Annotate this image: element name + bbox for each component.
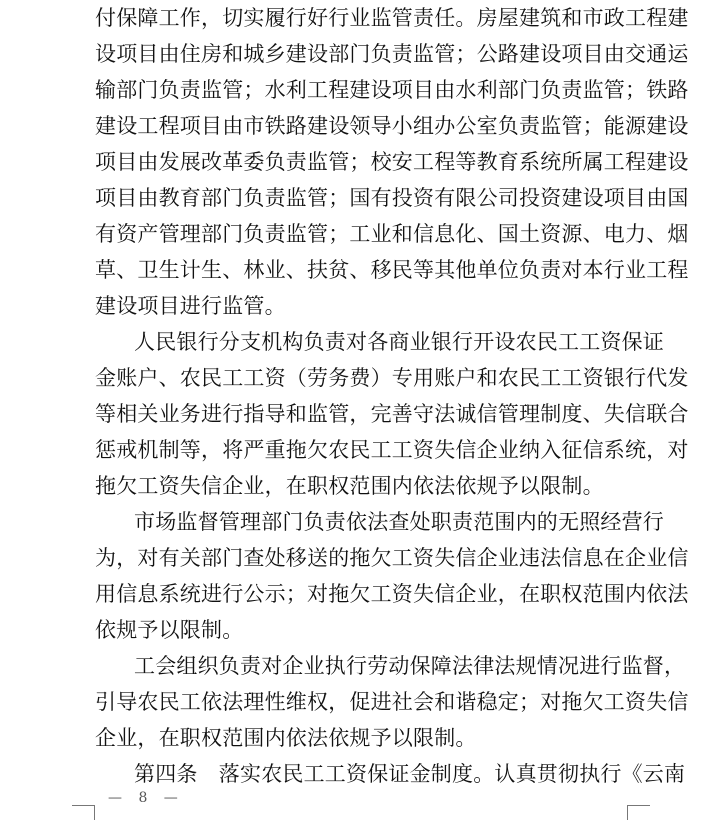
text-line: 金账户、农民工工资（劳务费）专用账户和农民工工资银行代发 bbox=[95, 366, 689, 390]
text-line: 用信息系统进行公示；对拖欠工资失信企业，在职权范围内依法 bbox=[95, 582, 689, 606]
text-line: 企业，在职权范围内依法依规予以限制。 bbox=[95, 726, 477, 750]
text-line: 第四条 落实农民工工资保证金制度。认真贯彻执行《云南 bbox=[134, 762, 686, 786]
text-line: 人民银行分支机构负责对各商业银行开设农民工工资保证 bbox=[134, 330, 664, 354]
text-line: 惩戒机制等，将严重拖欠农民工工资失信企业纳入征信系统，对 bbox=[95, 438, 689, 462]
text-line: 市场监督管理部门负责依法查处职责范围内的无照经营行 bbox=[134, 510, 664, 534]
text-line: 项目由发展改革委负责监管；校安工程等教育系统所属工程建设 bbox=[95, 150, 689, 174]
text-line: 引导农民工依法理性维权，促进社会和谐稳定；对拖欠工资失信 bbox=[95, 690, 689, 714]
text-line: 设项目由住房和城乡建设部门负责监管；公路建设项目由交通运 bbox=[95, 42, 689, 66]
text-line: 等相关业务进行指导和监管，完善守法诚信管理制度、失信联合 bbox=[95, 402, 689, 426]
crop-mark-left bbox=[72, 805, 95, 820]
text-line: 建设项目进行监管。 bbox=[95, 294, 286, 318]
text-line: 依规予以限制。 bbox=[95, 618, 244, 642]
text-line: 拖欠工资失信企业，在职权范围内依法依规予以限制。 bbox=[95, 474, 604, 498]
text-line: 为，对有关部门查处移送的拖欠工资失信企业违法信息在企业信 bbox=[95, 546, 689, 570]
text-line: 工会组织负责对企业执行劳动保障法律法规情况进行监督， bbox=[134, 654, 686, 678]
text-line: 付保障工作，切实履行好行业监管责任。房屋建筑和市政工程建 bbox=[95, 6, 689, 30]
page-number: — 8 — bbox=[108, 790, 184, 806]
text-line: 项目由教育部门负责监管；国有投资有限公司投资建设项目由国 bbox=[95, 186, 689, 210]
text-line: 草、卫生计生、林业、扶贫、移民等其他单位负责对本行业工程 bbox=[95, 258, 689, 282]
text-line: 建设工程项目由市铁路建设领导小组办公室负责监管；能源建设 bbox=[95, 114, 689, 138]
crop-mark-right bbox=[627, 805, 650, 820]
text-line: 输部门负责监管；水利工程建设项目由水利部门负责监管；铁路 bbox=[95, 78, 689, 102]
text-line: 有资产管理部门负责监管；工业和信息化、国土资源、电力、烟 bbox=[95, 222, 689, 246]
